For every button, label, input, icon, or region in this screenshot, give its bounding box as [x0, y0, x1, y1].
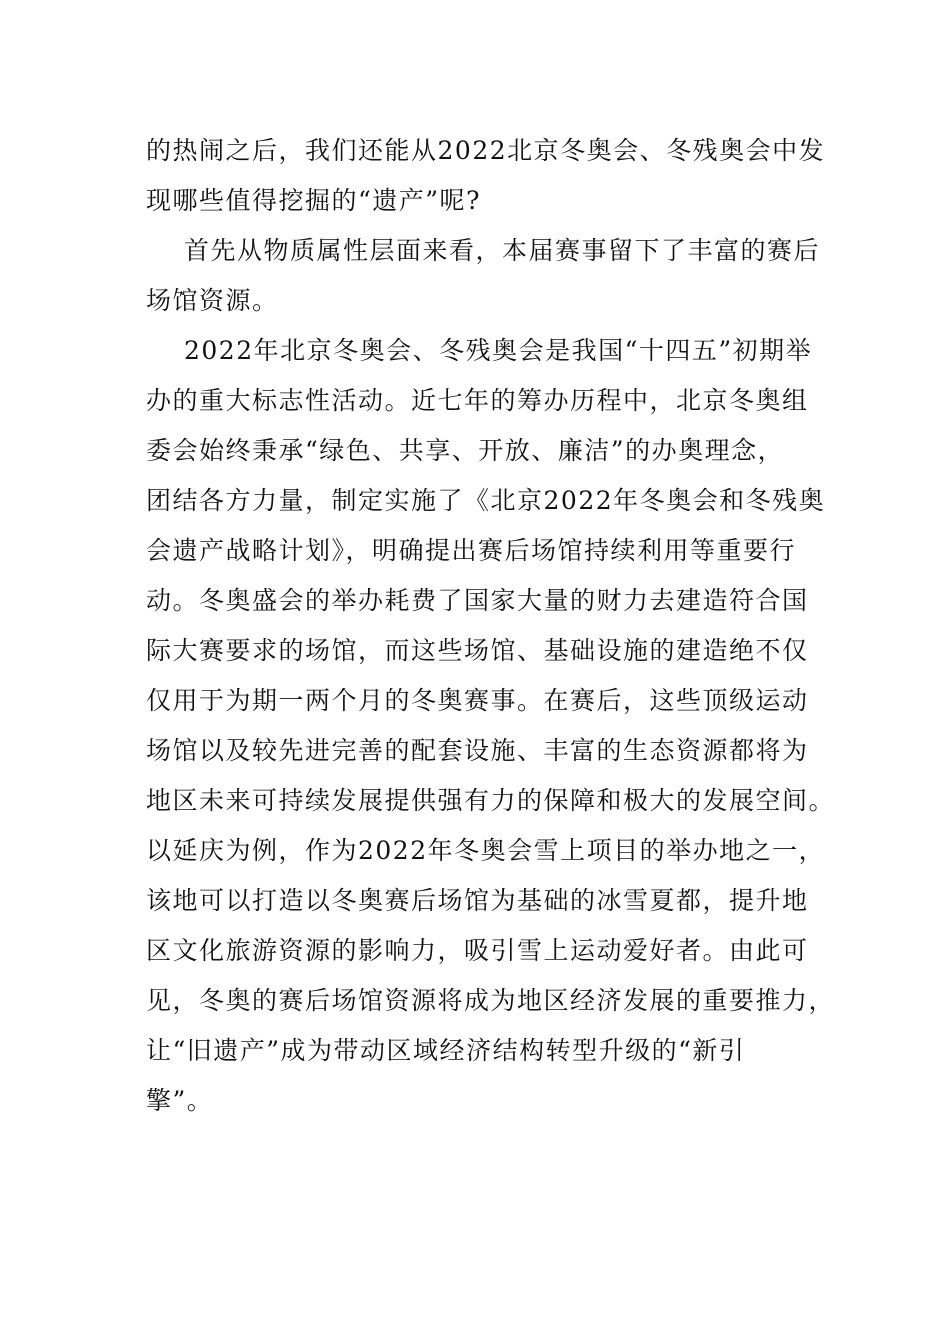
text-line: 动。冬奥盛会的举办耗费了国家大量的财力去建造符合国	[146, 586, 809, 615]
text-line: 擎”。	[146, 1086, 214, 1115]
paragraph	[146, 126, 826, 226]
text-line: 会遗产战略计划》，明确提出赛后场馆持续利用等重要行	[146, 536, 797, 565]
text-line: 委会始终秉承“绿色、共享、开放、廉洁”的办奥理念，	[146, 436, 785, 465]
text-line: 见，冬奥的赛后场馆资源将成为地区经济发展的重要推力，	[146, 986, 836, 1015]
text-line: 首先从物质属性层面来看，本届赛事留下了丰富的赛后	[184, 236, 821, 265]
text-line: 办的重大标志性活动。近七年的筹办历程中，北京冬奥组	[146, 386, 809, 415]
text-line: 让“旧遗产”成为带动区域经济结构转型升级的“新引	[146, 1036, 746, 1065]
text-line: 团结各方力量，制定实施了《北京2022年冬奥会和冬残奥	[146, 486, 826, 515]
document-body	[146, 126, 836, 1126]
text-line: 际大赛要求的场馆，而这些场馆、基础设施的建造绝不仅	[146, 636, 809, 665]
text-line: 区文化旅游资源的影响力，吸引雪上运动爱好者。由此可	[146, 936, 809, 965]
text-line: 的热闹之后，我们还能从2022北京冬奥会、冬残奥会中发	[146, 136, 826, 165]
paragraph	[146, 326, 836, 1126]
text-line: 以延庆为例，作为2022年冬奥会雪上项目的举办地之一，	[146, 836, 826, 865]
text-line: 场馆资源。	[146, 286, 279, 315]
text-line: 该地可以打造以冬奥赛后场馆为基础的冰雪夏都，提升地	[146, 886, 809, 915]
text-line: 仅用于为期一两个月的冬奥赛事。在赛后，这些顶级运动	[146, 686, 809, 715]
text-line: 现哪些值得挖掘的“遗产”呢?	[146, 186, 481, 215]
text-line: 2022年北京冬奥会、冬残奥会是我国“十四五”初期举	[184, 336, 813, 365]
text-line: 场馆以及较先进完善的配套设施、丰富的生态资源都将为	[146, 736, 809, 765]
text-line: 地区未来可持续发展提供强有力的保障和极大的发展空间。	[146, 786, 836, 815]
paragraph	[146, 226, 821, 326]
